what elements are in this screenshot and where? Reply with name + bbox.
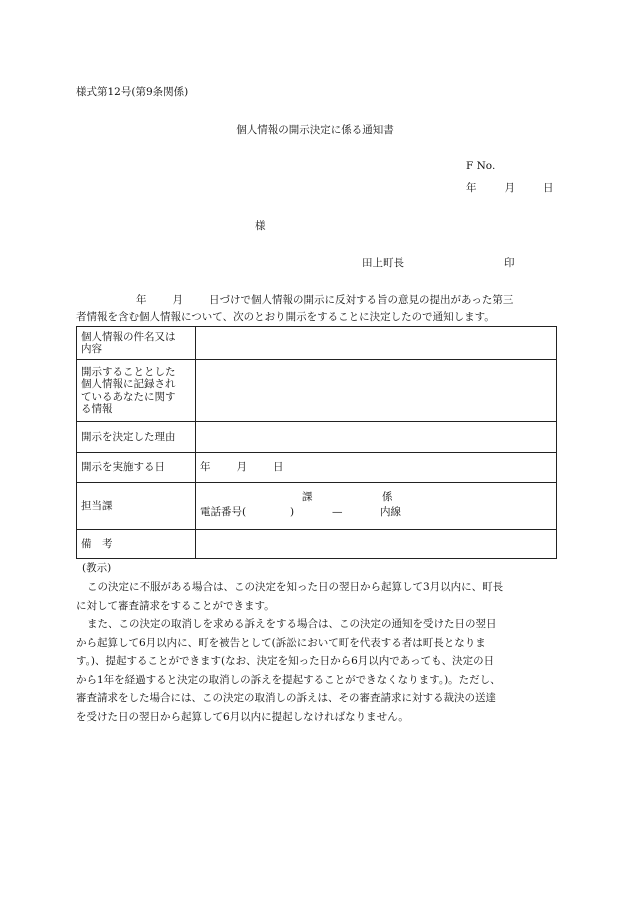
notice-paragraph-3 bbox=[76, 689, 558, 726]
department-line bbox=[200, 491, 552, 506]
issue-date-month: 月 bbox=[504, 182, 515, 194]
intro-line-1-text: 日づけで個人情報の開示に反対する旨の意見の提出があった第三 bbox=[209, 294, 514, 306]
reason-label: 開示を決定した理由 bbox=[77, 422, 196, 453]
remarks-label: 備 考 bbox=[77, 530, 196, 559]
extension-label: 内線 bbox=[380, 506, 401, 518]
notice-line: から起算して6月以内に、町を被告として(訴訟において町を代表する者は町長となりま bbox=[76, 636, 486, 649]
notice-line: に対して審査請求をすることができます。 bbox=[76, 599, 275, 612]
notice-heading: (教示) bbox=[82, 562, 112, 574]
form-number: 様式第12号(第9条関係) bbox=[76, 86, 189, 98]
disclosed-info-label-line: 個人情報に記録され bbox=[81, 378, 176, 390]
intro-year: 年 bbox=[136, 294, 147, 306]
disclosure-table bbox=[76, 326, 557, 559]
document-number-label: F No. bbox=[466, 160, 496, 172]
subsection-label: 係 bbox=[382, 491, 393, 503]
table-row bbox=[77, 453, 557, 483]
implementation-date-label: 開示を実施する日 bbox=[77, 453, 196, 483]
reason-value bbox=[196, 422, 557, 453]
disclosed-info-value bbox=[196, 360, 557, 422]
document-title: 個人情報の開示決定に係る通知書 bbox=[236, 124, 394, 136]
addressee-suffix: 様 bbox=[255, 220, 266, 232]
notice-line: この決定に不服がある場合は、この決定を知った日の翌日から起算して3月以内に、町長 bbox=[87, 581, 504, 593]
issue-date-day: 日 bbox=[543, 182, 554, 194]
department-label: 担当課 bbox=[77, 483, 196, 530]
issuer-name: 田上町長 bbox=[362, 257, 404, 269]
notice-line: から1年を経過すると決定の取消しの訴えを提起することができなくなります。)。ただし、 bbox=[76, 673, 501, 686]
table-row bbox=[77, 360, 557, 422]
phone-dash: — bbox=[332, 506, 343, 518]
subject-value bbox=[196, 327, 557, 360]
disclosed-info-label-line: る情報 bbox=[81, 403, 113, 415]
subject-label-line: 内容 bbox=[81, 343, 102, 355]
intro-line-1 bbox=[76, 292, 558, 309]
intro-line-2: 者情報を含む個人情報について、次のとおり開示をすることに決定したので通知します。 bbox=[76, 311, 495, 323]
subject-label bbox=[77, 327, 196, 360]
implementation-date-value bbox=[196, 453, 557, 483]
disclosed-info-label-line: ているあなたに関す bbox=[81, 390, 176, 403]
notice-line: す。)、提起することができます(なお、決定を知った日から6月以内であっても、決定の日 bbox=[76, 655, 495, 667]
notice-line: 審査請求をした場合には、この決定の取消しの訴えは、その審査請求に対する裁決の送達 bbox=[76, 692, 496, 704]
disclosed-info-label bbox=[77, 360, 196, 422]
issue-date bbox=[466, 180, 554, 195]
seal-mark: 印 bbox=[504, 257, 515, 269]
notice-line: を受けた日の翌日から起算して6月以内に提起しなければなりません。 bbox=[76, 710, 409, 723]
table-row bbox=[77, 530, 557, 559]
phone-line bbox=[200, 506, 552, 521]
disclosed-info-label-line: 開示することとした bbox=[81, 365, 176, 378]
subject-label-line: 個人情報の件名又は bbox=[81, 330, 176, 343]
phone-label: 電話番号( bbox=[200, 506, 247, 518]
implementation-month: 月 bbox=[236, 461, 247, 474]
issue-date-year: 年 bbox=[466, 182, 477, 194]
intro-paragraph bbox=[76, 292, 558, 326]
remarks-value bbox=[196, 530, 557, 559]
table-row bbox=[77, 327, 557, 360]
table-row bbox=[77, 483, 557, 530]
notice-line: また、この決定の取消しを求める訴えをする場合は、この決定の通知を受けた日の翌日 bbox=[87, 618, 497, 630]
implementation-year: 年 bbox=[200, 461, 211, 474]
phone-close: ) bbox=[290, 506, 295, 518]
notice-paragraph-2 bbox=[76, 615, 558, 689]
table-row bbox=[77, 422, 557, 453]
intro-month: 月 bbox=[172, 294, 183, 306]
section-label: 課 bbox=[302, 491, 313, 503]
implementation-day: 日 bbox=[273, 461, 284, 474]
notice-paragraph-1 bbox=[76, 578, 558, 615]
department-value bbox=[196, 483, 557, 530]
